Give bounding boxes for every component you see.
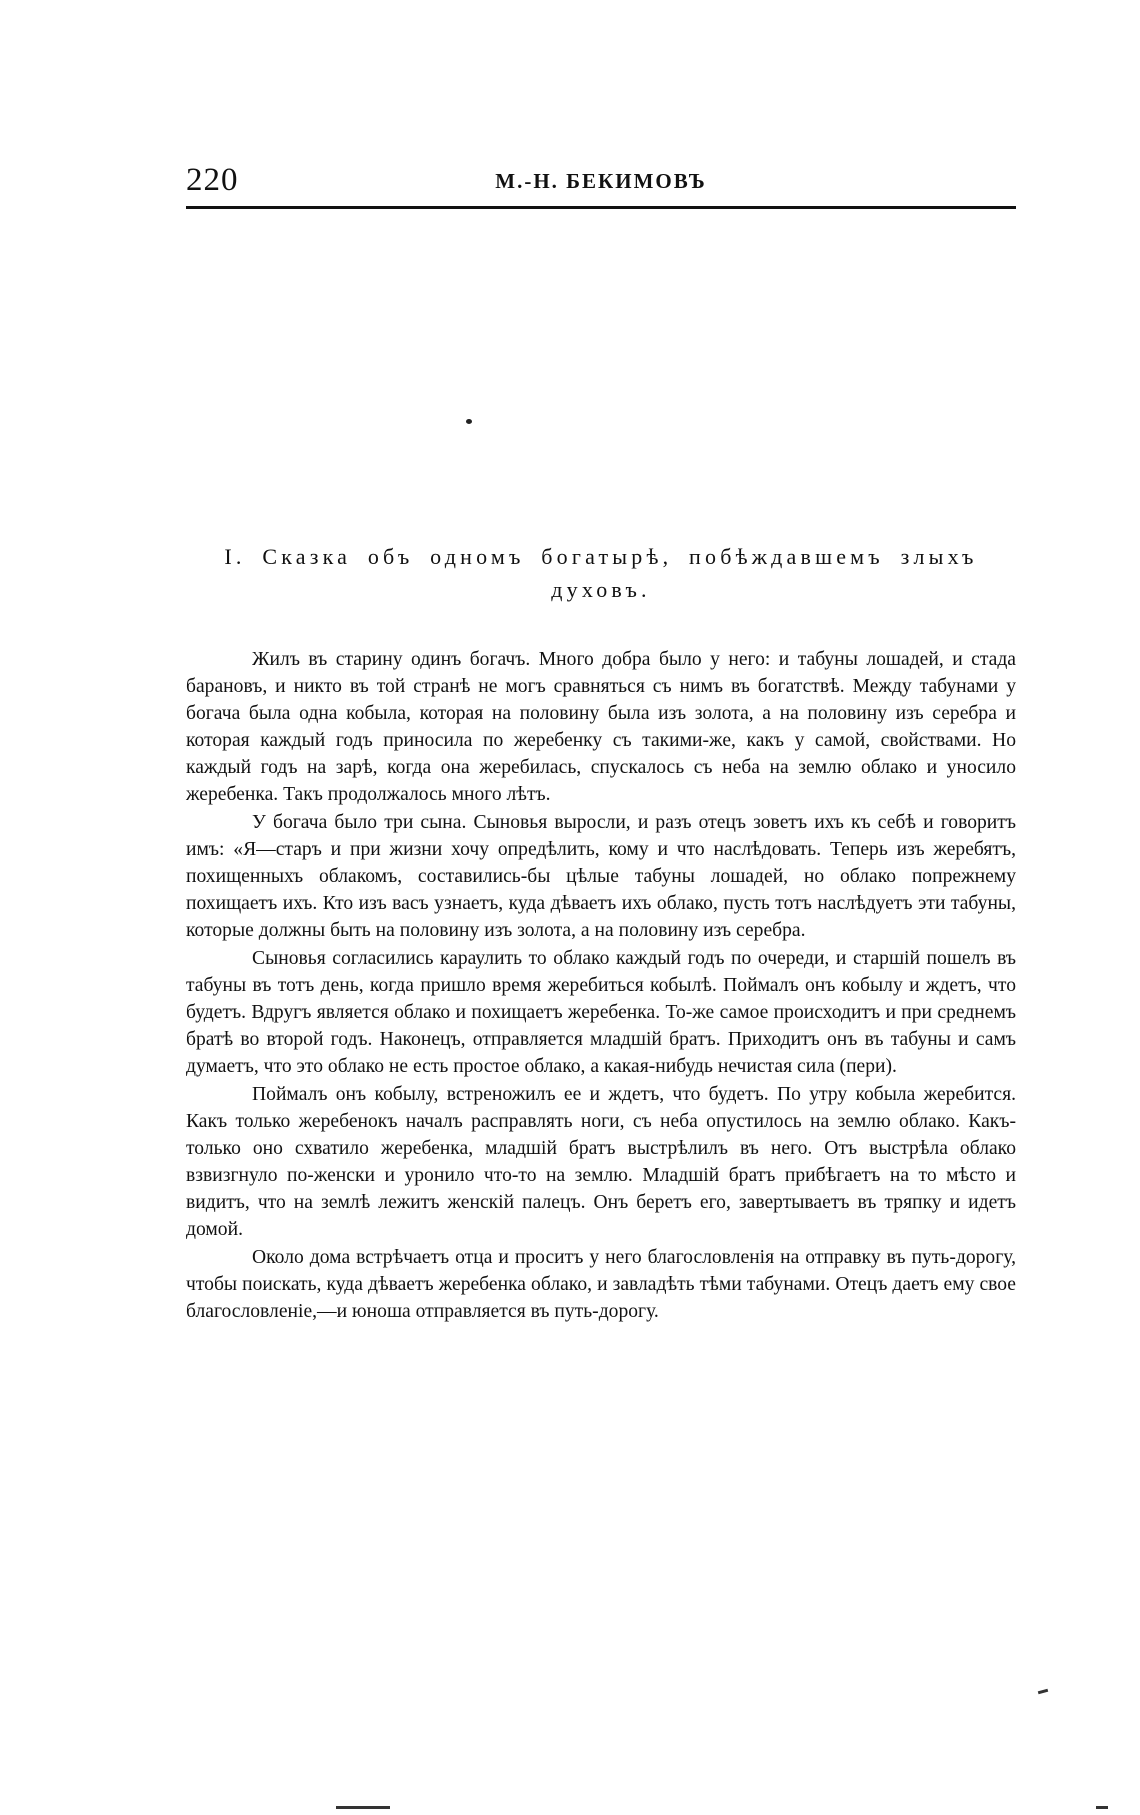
body-text — [186, 646, 1016, 1326]
header-rule — [186, 206, 1016, 209]
paragraph: Жилъ въ старину одинъ богачъ. Много добра было у него: и табуны лошадей, и стада барановъ, и никто въ той странѣ не могъ сравняться съ нимъ въ богатствѣ. Между табунами у богача была одна кобыла, которая на половину была изъ золота, а на половину изъ серебра и которая каждый годъ приносила по жеребенку съ такими-же, какъ у самой, свойствами. Но каждый годъ на зарѣ, когда она жеребилась, спускалось съ неба на землю облако и уносило жеребенка. Такъ продолжалось много лѣтъ. — [186, 649, 1016, 805]
section-title: I. Сказка объ одномъ богатырѣ, побѣждавшемъ злыхъ духовъ. — [224, 544, 978, 602]
bottom-print-mark — [1096, 1806, 1108, 1809]
paragraph: Поймалъ онъ кобылу, встреножилъ ее и ждетъ, что будетъ. По утру кобыла жеребится. Какъ только жеребенокъ началъ расправлять ноги, съ неба опустилось на землю облако. Какъ-только оно схватило жеребенка, младшій братъ выстрѣлилъ въ него. Отъ выстрѣла облако взвизгнуло по-женски и уронило что-то на землю. Младшій братъ прибѣгаетъ на то мѣсто и видитъ, что на землѣ лежитъ женскій палецъ. Онъ беретъ его, завертываетъ въ тряпку и идетъ домой. — [186, 1084, 1016, 1240]
paragraph: Около дома встрѣчаетъ отца и проситъ у него благословленія на отправку въ путь-дорогу, чтобы поискать, куда дѣваетъ жеребенка облако, и завладѣть тѣми табунами. Отецъ даетъ ему свое благословленіе,—и юноша отправляется въ путь-дорогу. — [186, 1247, 1016, 1322]
print-mark — [1038, 1689, 1048, 1694]
paragraph: Сыновья согласились караулить то облако каждый годъ по очереди, и старшій пошелъ въ табуны въ тотъ день, когда пришло время жеребиться кобылѣ. Поймалъ онъ кобылу и ждетъ, что будетъ. Вдругъ является облако и похищаетъ жеребенка. То-же самое происходитъ и при среднемъ братѣ во второй годъ. Наконецъ, отправляется младшій братъ. Приходитъ онъ въ табуны и самъ думаетъ, что это облако не есть простое облако, а какая-нибудь нечистая сила (пери). — [186, 948, 1016, 1077]
running-title: М.-Н. БЕКИМОВЪ — [495, 169, 707, 193]
page-number: 220 — [186, 162, 239, 198]
bottom-print-mark — [336, 1806, 390, 1809]
paragraph: У богача было три сына. Сыновья выросли, и разъ отецъ зоветъ ихъ къ себѣ и говоритъ имъ: «Я—старъ и при жизни хочу опредѣлить, кому и что наслѣдовать. Теперь изъ жеребятъ, похищенныхъ облакомъ, составились-бы цѣлые табуны лошадей, но облако попрежнему похищаетъ ихъ. Кто изъ васъ узнаетъ, куда дѣваетъ ихъ облако, пусть тотъ наслѣдуетъ эти табуны, которые должны быть на половину изъ золота, а на половину изъ серебра. — [186, 812, 1016, 941]
running-head — [186, 160, 1016, 208]
print-speck — [466, 419, 472, 424]
